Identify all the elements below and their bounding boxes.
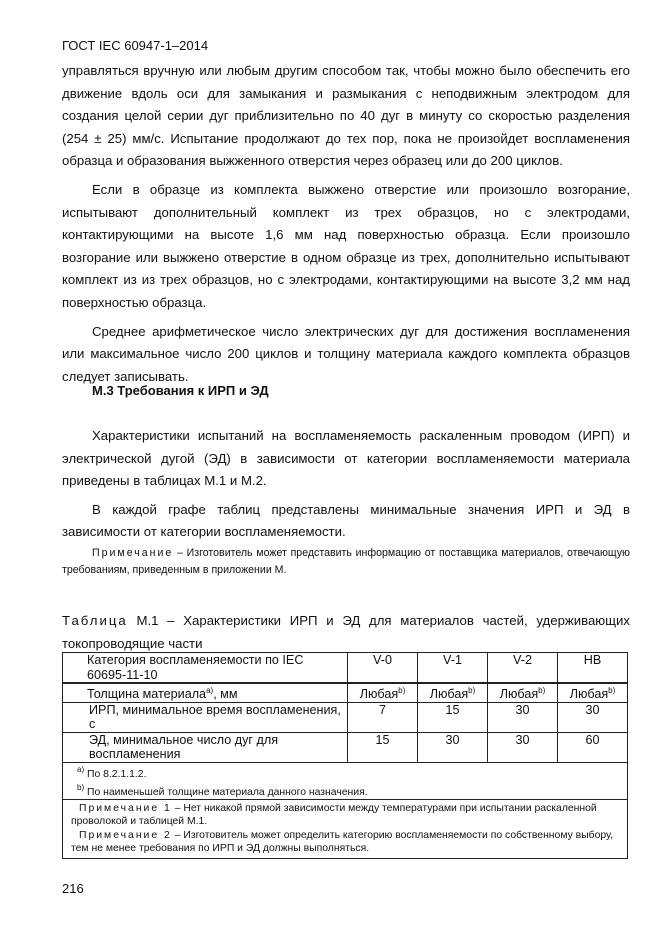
row-label: ИРП, минимальное время воспламенения, с [63, 702, 348, 732]
section-title: М.3 Требования к ИРП и ЭД [92, 383, 269, 398]
table-cell: 7 [348, 702, 418, 732]
footnote-mark: а) [206, 686, 214, 695]
footnote [77, 763, 623, 781]
paragraph: Характеристики испытаний на воспламеняемость раскаленным проводом (ИРП) и электрической дугой (ЭД) в зависимости от категории воспламеняемости материала приведены в таблицах М.1 и М.2. [62, 428, 630, 489]
table-note-label: Примечание 1 [79, 802, 172, 814]
table-header-row [63, 653, 628, 684]
thickness-value: Любая [359, 687, 399, 701]
note-text: – Изготовитель может представить информацию от поставщика материалов, отвечающую требованиям, приведенным в приложении М. [62, 547, 630, 576]
table-header-cell: V-0 [348, 653, 418, 684]
table-row [63, 683, 628, 702]
footnote-mark: b) [608, 686, 616, 695]
notes-row [63, 799, 628, 858]
footnotes [63, 762, 628, 799]
footnote-mark: а) [77, 764, 85, 774]
footnotes-row [63, 762, 628, 799]
table-notes [63, 799, 628, 858]
note-label: Примечание [92, 547, 174, 559]
table-header-cell: V-1 [418, 653, 488, 684]
table-cell: 15 [348, 732, 418, 762]
table-header-cell: HB [558, 653, 628, 684]
table-caption-label: Таблица [62, 613, 128, 628]
row-label: ЭД, минимальное число дуг для воспламенения [63, 732, 348, 762]
table-note-text: – Нет никакой прямой зависимости между температурами при испытании раскаленной проволокой и таблицей М.1. [71, 802, 597, 827]
footnote-mark: b) [77, 782, 85, 792]
thickness-value: Любая [499, 687, 539, 701]
table-cell [558, 683, 628, 702]
table-cell: 15 [418, 702, 488, 732]
table-cell: 30 [558, 702, 628, 732]
table-row [63, 702, 628, 732]
document-header: ГОСТ IEC 60947-1–2014 [62, 38, 209, 53]
footnote [77, 781, 623, 799]
thickness-unit: , мм [213, 687, 238, 701]
footnote-text: По 8.2.1.1.2. [84, 768, 147, 780]
body-text-block-2 [62, 425, 630, 550]
table-note-label: Примечание 2 [79, 829, 172, 841]
paragraph: Если в образце из комплекта выжжено отверстие или произошло возгорание, испытывают дополнительный комплект из трех образцов, но с электродами, контактирующими на высоте 1,6 мм над поверхностью образца. Если произошло возгорание или выжжено отверстие в одном образце из трех, дополнительно испытывают комплект из из трех образцов, но с электродами, контактирующими на высоте 3,2 мм над поверхностью образца. [62, 181, 630, 310]
table-cell [488, 683, 558, 702]
footnote-text: По наименьшей толщине материала данного назначения. [84, 786, 368, 798]
footnote-mark: b) [538, 686, 546, 695]
note [62, 545, 630, 579]
footnote-mark: b) [398, 686, 406, 695]
page-number: 216 [62, 881, 84, 896]
thickness-label [63, 683, 348, 702]
table-note [71, 802, 621, 829]
table-header-cell: V-2 [488, 653, 558, 684]
thickness-label-text: Толщина материала [87, 687, 207, 701]
paragraph: управляться вручную или любым другим способом так, чтобы можно было обеспечить его движение вдоль оси для замыкания и размыкания с неподвижным электродом для создания целой серии дуг приблизительно по 40 дуг в минуту со скоростью разделения (254 ± 25) мм/с. Испытание продолжают до тех пор, пока не произойдет воспламенения образца и образования выжженного отверстия через образец или до 200 циклов. [62, 63, 630, 169]
table-cell: 30 [418, 732, 488, 762]
footnote-mark: b) [468, 686, 476, 695]
table-cell [348, 683, 418, 702]
table-cell: 60 [558, 732, 628, 762]
table-caption-text: М.1 – Характеристики ИРП и ЭД для материалов частей, удерживающих токопроводящие части [62, 613, 630, 651]
table-cell [418, 683, 488, 702]
table-header-label: Категория воспламеняемости по IEC 60695-11-10 [63, 653, 348, 684]
thickness-value: Любая [569, 687, 609, 701]
table-cell: 30 [488, 702, 558, 732]
characteristics-table [62, 652, 628, 859]
table-note [71, 829, 621, 856]
thickness-value: Любая [429, 687, 469, 701]
table-cell: 30 [488, 732, 558, 762]
table-caption [62, 610, 630, 655]
body-text-block-1 [62, 60, 630, 394]
paragraph: В каждой графе таблиц представлены минимальные значения ИРП и ЭД в зависимости от категории воспламеняемости. [62, 501, 630, 540]
table-note-text: – Изготовитель может определить категорию воспламеняемости по собственному выбору, тем не менее требования по ИРП и ЭД должны выполняться. [71, 829, 614, 854]
table-row [63, 732, 628, 762]
paragraph: Среднее арифметическое число электрических дуг для достижения воспламенения или максимальное число 200 циклов и толщину материала каждого комплекта образцов следует записывать. [62, 323, 630, 384]
